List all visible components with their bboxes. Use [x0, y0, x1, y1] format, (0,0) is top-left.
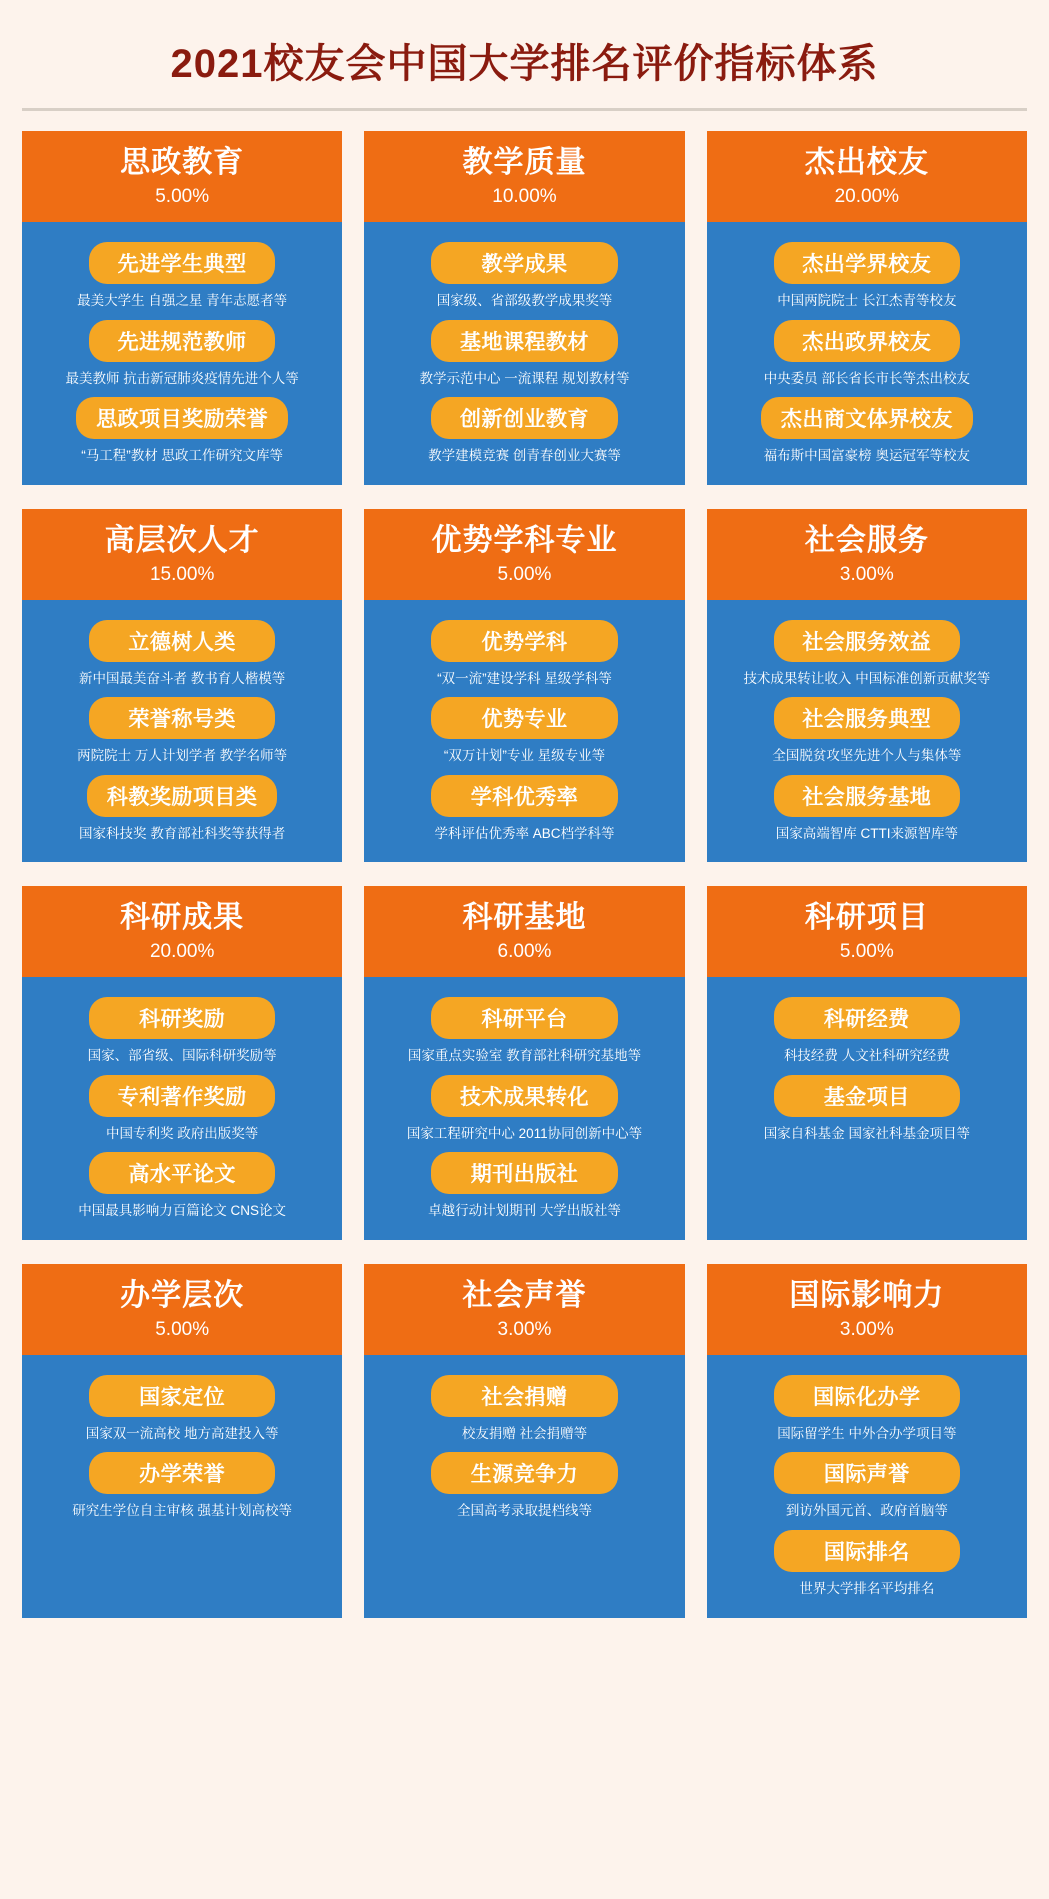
indicator-card	[22, 886, 342, 1240]
indicator-category-name: 高层次人才	[104, 523, 260, 557]
indicator-item-label[interactable]: 科教奖励项目类	[87, 775, 278, 817]
indicator-item-label[interactable]: 社会服务效益	[774, 620, 960, 662]
indicator-item-description: 全国高考录取提档线等	[456, 1503, 592, 1519]
indicator-category-name: 思政教育	[120, 146, 245, 179]
indicator-item-description: 校友捐赠 社会捐赠等	[461, 1425, 588, 1441]
indicator-item-label[interactable]: 社会捐赠	[431, 1375, 617, 1417]
indicator-category-name: 社会服务	[804, 523, 929, 557]
indicator-item-description: 最美教师 抗击新冠肺炎疫情先进个人等	[65, 370, 299, 386]
indicator-item-description: 两院院士 万人计划学者 教学名师等	[77, 748, 288, 764]
indicator-item-label[interactable]: 国家定位	[89, 1375, 275, 1417]
indicator-item-description: 教学建模竞赛 创青春创业大赛等	[428, 448, 621, 464]
indicator-card-grid	[14, 131, 1035, 1618]
indicator-item-description: 国际留学生 中外合办学项目等	[777, 1425, 957, 1441]
indicator-weight: 15.00%	[149, 563, 215, 585]
indicator-category-name: 教学质量	[462, 146, 587, 179]
indicator-card-header	[22, 509, 342, 600]
indicator-item-description: 新中国最美奋斗者 教书育人楷模等	[79, 670, 286, 686]
indicator-weight: 3.00%	[839, 1318, 894, 1340]
indicator-item-description: 最美大学生 自强之星 青年志愿者等	[77, 293, 288, 308]
indicator-item-label[interactable]: 先进学生典型	[89, 242, 275, 284]
indicator-item-label[interactable]: 专利著作奖励	[89, 1075, 275, 1117]
indicator-item-label[interactable]: 教学成果	[431, 242, 617, 284]
indicator-item-label[interactable]: 基地课程教材	[431, 320, 617, 362]
indicator-item-label[interactable]: 科研奖励	[89, 997, 275, 1039]
indicator-category-name: 科研成果	[120, 901, 245, 935]
indicator-item-label[interactable]: 科研经费	[774, 997, 960, 1039]
indicator-item-label[interactable]: 创新创业教育	[431, 397, 617, 439]
indicator-card-body	[22, 977, 342, 1240]
indicator-card	[22, 131, 342, 485]
indicator-item-description: 国家高端智库 CTTI来源智库等	[775, 825, 958, 841]
indicator-card-header	[22, 131, 342, 222]
page-title: 2021校友会中国大学排名评价指标体系	[170, 42, 879, 86]
indicator-item-description: 国家双一流高校 地方高建投入等	[85, 1425, 279, 1441]
indicator-item-label[interactable]: 立德树人类	[89, 620, 275, 662]
indicator-card-body	[707, 600, 1027, 863]
indicator-weight: 5.00%	[155, 1318, 210, 1340]
indicator-card-header	[364, 1264, 684, 1355]
indicator-card	[364, 131, 684, 485]
indicator-item-description: 卓越行动计划期刊 大学出版社等	[428, 1203, 621, 1219]
indicator-item-label[interactable]: 科研平台	[431, 997, 617, 1039]
indicator-weight: 5.00%	[155, 186, 210, 207]
indicator-item-label[interactable]: 期刊出版社	[431, 1152, 617, 1194]
indicator-card-body	[364, 600, 684, 863]
indicator-item-description: 到访外国元首、政府首脑等	[785, 1503, 948, 1519]
indicator-item-description: 世界大学排名平均排名	[799, 1581, 935, 1597]
indicator-category-name: 社会声誉	[462, 1278, 587, 1312]
indicator-card-body	[22, 1355, 342, 1540]
indicator-weight: 3.00%	[497, 1318, 552, 1340]
indicator-item-description: 研究生学位自主审核 强基计划高校等	[72, 1503, 293, 1519]
indicator-card	[22, 509, 342, 863]
indicator-item-label[interactable]: 技术成果转化	[431, 1075, 617, 1117]
indicator-item-label[interactable]: 优势学科	[431, 620, 617, 662]
indicator-item-description: “双一流”建设学科 星级学科等	[437, 670, 612, 686]
indicator-card	[364, 886, 684, 1240]
indicator-item-description: 教学示范中心 一流课程 规划教材等	[419, 370, 630, 386]
indicator-item-description: 中央委员 部长省长市长等杰出校友	[763, 370, 970, 386]
indicator-item-description: 中国专利奖 政府出版奖等	[106, 1125, 259, 1141]
indicator-card-body	[707, 222, 1027, 485]
indicator-item-label[interactable]: 杰出商文体界校友	[761, 397, 973, 439]
indicator-card	[707, 131, 1027, 485]
indicator-item-label[interactable]: 学科优秀率	[431, 775, 617, 817]
indicator-item-label[interactable]: 办学荣誉	[89, 1452, 275, 1494]
indicator-weight: 20.00%	[834, 186, 900, 207]
indicator-category-name: 办学层次	[120, 1278, 245, 1312]
indicator-card-body	[707, 977, 1027, 1162]
indicator-card-header	[22, 886, 342, 977]
indicator-card-header	[707, 131, 1027, 222]
indicator-category-name: 杰出校友	[804, 146, 929, 179]
indicator-card	[22, 1264, 342, 1618]
indicator-item-description: “马工程”教材 思政工作研究文库等	[81, 448, 284, 464]
indicator-item-description: 福布斯中国富豪榜 奥运冠军等校友	[763, 448, 970, 464]
indicator-item-label[interactable]: 杰出政界校友	[774, 320, 960, 362]
indicator-card	[707, 1264, 1027, 1618]
indicator-card	[707, 509, 1027, 863]
indicator-item-label[interactable]: 国际化办学	[774, 1375, 960, 1417]
indicator-item-description: 学科评估优秀率 ABC档学科等	[434, 825, 615, 841]
indicator-item-label[interactable]: 先进规范教师	[89, 320, 275, 362]
indicator-item-description: 国家自科基金 国家社科基金项目等	[763, 1125, 970, 1141]
indicator-card	[364, 509, 684, 863]
indicator-card-body	[22, 600, 342, 863]
indicator-item-label[interactable]: 国际声誉	[774, 1452, 960, 1494]
indicator-card-header	[707, 886, 1027, 977]
indicator-category-name: 优势学科专业	[431, 523, 618, 557]
indicator-card-header	[364, 886, 684, 977]
indicator-item-label[interactable]: 基金项目	[774, 1075, 960, 1117]
indicator-card-header	[364, 509, 684, 600]
indicator-item-description: 中国最具影响力百篇论文 CNS论文	[78, 1203, 287, 1219]
indicator-card-header	[364, 131, 684, 222]
indicator-category-name: 科研项目	[804, 901, 929, 935]
indicator-item-description: 国家科技奖 教育部社科奖等获得者	[79, 825, 286, 841]
indicator-category-name: 科研基地	[462, 901, 587, 935]
indicator-card-body	[707, 1355, 1027, 1618]
indicator-item-label[interactable]: 高水平论文	[89, 1152, 275, 1194]
page-title-bar	[22, 0, 1027, 111]
indicator-item-label[interactable]: 社会服务基地	[774, 775, 960, 817]
indicator-card-header	[22, 1264, 342, 1355]
indicator-item-label[interactable]: 国际排名	[774, 1530, 960, 1572]
indicator-weight: 3.00%	[839, 563, 894, 585]
indicator-item-label[interactable]: 荣誉称号类	[89, 697, 275, 739]
indicator-card-body	[364, 1355, 684, 1540]
indicator-item-label[interactable]: 社会服务典型	[774, 697, 960, 739]
indicator-weight: 10.00%	[492, 186, 557, 207]
indicator-card-body	[364, 222, 684, 485]
indicator-card-body	[364, 977, 684, 1240]
indicator-item-description: “双万计划”专业 星级专业等	[443, 748, 606, 764]
indicator-weight: 5.00%	[839, 941, 894, 963]
indicator-item-description: 中国两院院士 长江杰青等校友	[777, 293, 957, 308]
indicator-item-description: 国家工程研究中心 2011协同创新中心等	[406, 1125, 643, 1141]
indicator-item-label[interactable]: 生源竞争力	[431, 1452, 617, 1494]
indicator-item-description: 国家、部省级、国际科研奖励等	[87, 1048, 277, 1064]
indicator-card-header	[707, 1264, 1027, 1355]
indicator-item-description: 国家重点实验室 教育部社科研究基地等	[407, 1048, 642, 1064]
indicator-item-description: 技术成果转让收入 中国标准创新贡献奖等	[743, 670, 991, 686]
indicator-card	[707, 886, 1027, 1240]
indicator-item-description: 国家级、省部级教学成果奖等	[436, 293, 613, 308]
indicator-weight: 6.00%	[497, 941, 552, 963]
indicator-weight: 5.00%	[497, 563, 552, 585]
indicator-item-label[interactable]: 杰出学界校友	[774, 242, 960, 284]
indicator-card-body	[22, 222, 342, 485]
indicator-card-header	[707, 509, 1027, 600]
indicator-weight: 20.00%	[149, 941, 215, 963]
indicator-card	[364, 1264, 684, 1618]
indicator-item-label[interactable]: 优势专业	[431, 697, 617, 739]
indicator-item-description: 科技经费 人文社科研究经费	[783, 1048, 950, 1064]
indicator-item-label[interactable]: 思政项目奖励荣誉	[76, 397, 288, 439]
indicator-item-description: 全国脱贫攻坚先进个人与集体等	[772, 748, 962, 764]
indicator-category-name: 国际影响力	[789, 1278, 945, 1312]
